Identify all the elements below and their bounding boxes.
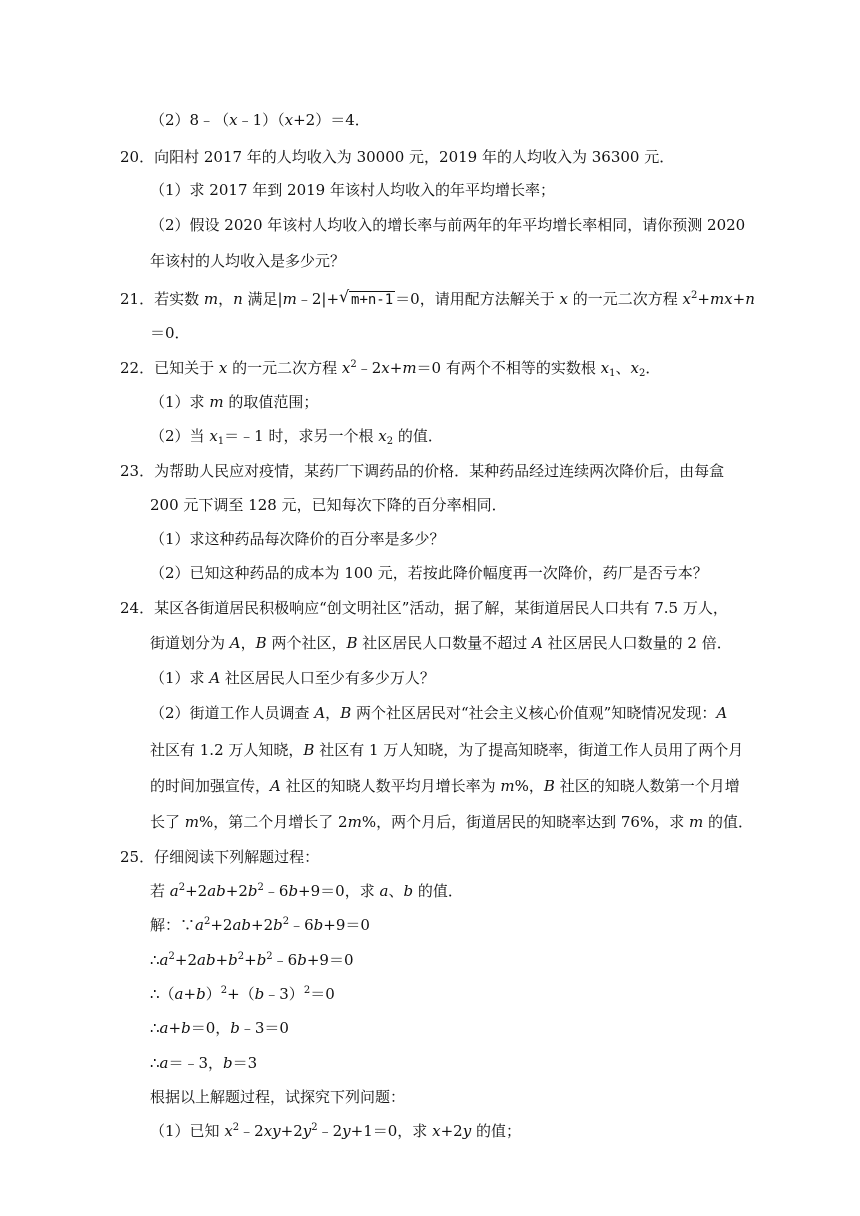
q24-stem-b: 街道划分为 A，B 两个社区，B 社区居民人口数量不超过 A 社区居民人口数量的 2 倍． — [150, 634, 732, 652]
q24-part2-c: 的时间加强宣传，A 社区的知晓人数平均月增长率为 m%，B 社区的知晓人数第一个月增 — [150, 777, 740, 795]
q25-explore: 根据以上解题过程，试探究下列问题： — [150, 1088, 406, 1106]
q20-part2-a: （2）假设 2020 年该村人均收入的增长率与前两年的年平均增长率相同，请你预测 2020 — [150, 216, 746, 234]
q22-part1: （1）求 m 的取值范围； — [150, 393, 319, 411]
q19-part2: （2）8﹣（x﹣1）（x+2）＝4． — [150, 111, 370, 129]
q20-part1: （1）求 2017 年到 2019 年该村人均收入的年平均增长率； — [150, 181, 555, 199]
q24-part2-a: （2）街道工作人员调查 A，B 两个社区居民对“社会主义核心价值观”知晓情况发现：A — [150, 704, 728, 722]
q25-sol-1: 解：$\because a^2+2ab+2b^2﹣6b+9=0$ — [150, 916, 370, 934]
q25-stem: 25．仔细阅读下列解题过程： — [120, 848, 320, 866]
q23-stem-a: 23．为帮助人民应对疫情，某药厂下调药品的价格．某种药品经过连续两次降价后，由每盒 — [120, 462, 725, 480]
q24-part2-b: 社区有 1.2 万人知晓，B 社区有 1 万人知晓，为了提高知晓率，街道工作人员用了两个月 — [150, 741, 744, 759]
q23-stem-b: 200 元下调至 128 元，已知每次下降的百分率相同． — [150, 496, 507, 514]
q25-sol-5: ∴a＝﹣3，b＝3 — [150, 1054, 258, 1072]
q21-stem-b: ＝0． — [150, 324, 190, 342]
q22-stem: 22．已知关于 x 的一元二次方程 $x^2﹣2x+m=0$ 有两个不相等的实数根 $x_1$、$x_2$． — [120, 359, 661, 379]
q22-part2: （2）当 $x_1=﹣1$ 时，求另一个根 $x_2$ 的值． — [150, 427, 443, 447]
q25-sol-4: ∴a+b＝0，b﹣3＝0 — [150, 1019, 289, 1037]
q21-stem-a: 21．若实数 m，n 满足|m﹣2|+ √ m+n-1 ＝0，请用配方法解关于 x 的一元二次方程 $x^2+mx+n$ — [120, 287, 755, 308]
q25-part1: （1）已知 $x^2﹣2xy+2y^2﹣2y+1=0$，求 x+2y 的值； — [150, 1122, 521, 1140]
q24-part1: （1）求 A 社区居民人口至少有多少万人？ — [150, 669, 435, 687]
q24-part2-d: 长了 m%，第二个月增长了 2m%，两个月后，街道居民的知晓率达到 76%，求 m 的值． — [150, 813, 753, 831]
q23-part1: （1）求这种药品每次降价的百分率是多少？ — [150, 530, 445, 548]
q25-sol-3: $\therefore(a+b)^2+(b﹣3)^2=0$ — [150, 985, 335, 1003]
q23-part2: （2）已知这种药品的成本为 100 元，若按此降价幅度再一次降价，药厂是否亏本？ — [150, 564, 708, 582]
q20-part2-b: 年该村的人均收入是多少元？ — [150, 252, 346, 270]
q25-given: 若 $a^2+2ab+2b^2﹣6b+9=0$，求 a、b 的值． — [150, 882, 463, 900]
q25-sol-2: $\therefore a^2+2ab+b^2+b^2﹣6b+9=0$ — [150, 951, 354, 969]
q24-stem-a: 24．某区各街道居民积极响应“创文明社区”活动，据了解，某街道居民人口共有 7.5 万人， — [120, 599, 728, 617]
q20-stem: 20．向阳村 2017 年的人均收入为 30000 元，2019 年的人均收入为 36300 元． — [120, 148, 675, 166]
